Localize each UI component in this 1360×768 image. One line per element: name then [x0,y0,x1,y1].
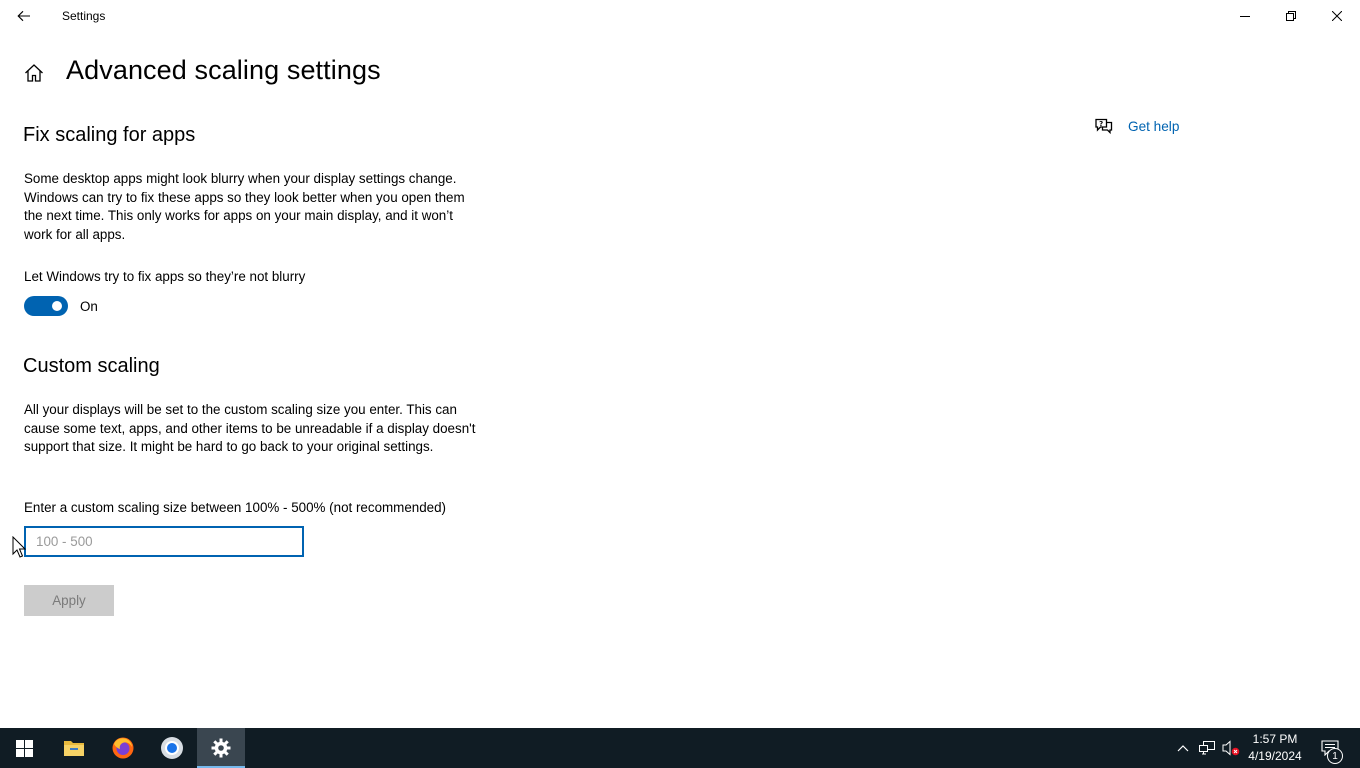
settings-gear-icon [211,738,231,758]
get-help-label: Get help [1128,118,1180,134]
file-explorer-icon [63,739,85,757]
get-help-link[interactable] [1094,117,1179,135]
toggle-knob [52,301,62,311]
restore-button[interactable] [1268,0,1314,32]
minimize-icon [1240,11,1250,21]
custom-scaling-description: All your displays will be set to the custom scaling size you enter. This can cause some text, apps, and other items to be unreadable if a display doesn't support that size. It might be hard to go back to your original settings. [24,402,476,454]
title-bar [0,0,1360,32]
apply-button[interactable]: Apply [24,585,114,616]
taskbar-firefox[interactable] [99,728,147,768]
network-button[interactable] [1196,728,1218,768]
chat-help-icon [1094,117,1114,135]
window-title: Settings [62,9,106,23]
fix-scaling-heading: Fix scaling for apps [23,124,196,146]
back-button[interactable] [0,0,48,32]
fix-scaling-description: Some desktop apps might look blurry when your display settings change. Windows can try to fix these apps so they look better when you open them the next time. This only works for apps on your main display, and it won’t work for all apps. [24,171,465,242]
close-icon [1332,11,1342,21]
back-arrow-icon [17,10,31,22]
chevron-up-icon [1177,744,1189,752]
network-icon [1199,741,1215,755]
close-button[interactable] [1314,0,1360,32]
fix-apps-toggle-label: Let Windows try to fix apps so they’re not blurry [24,269,306,284]
clock-date: 4/19/2024 [1248,749,1302,763]
taskbar-settings[interactable] [197,728,245,768]
volume-muted-icon [1222,740,1240,756]
home-button[interactable] [20,58,48,88]
custom-scaling-input-label: Enter a custom scaling size between 100% - 500% (not recommended) [24,500,447,515]
clock-time: 1:57 PM [1252,732,1298,746]
volume-button[interactable] [1220,728,1242,768]
start-button[interactable] [0,728,48,768]
home-icon [24,63,44,83]
page-title: Advanced scaling settings [66,55,381,85]
mouse-pointer-icon [12,536,26,558]
notification-count-badge: 1 [1327,748,1343,764]
restore-icon [1286,11,1296,21]
show-hidden-icons-button[interactable] [1172,728,1194,768]
firefox-icon [111,736,135,760]
chrome-icon [160,736,184,760]
toggle-state-label: On [80,299,98,314]
custom-scaling-input[interactable] [24,526,304,557]
windows-logo-icon [16,740,33,757]
taskbar-chrome[interactable] [148,728,196,768]
minimize-button[interactable] [1222,0,1268,32]
taskbar-file-explorer[interactable] [50,728,98,768]
taskbar [0,728,1360,768]
svg-text:?: ? [1099,119,1104,128]
custom-scaling-heading: Custom scaling [23,355,160,377]
taskbar-clock[interactable] [1244,731,1306,765]
fix-apps-toggle[interactable] [24,296,68,316]
